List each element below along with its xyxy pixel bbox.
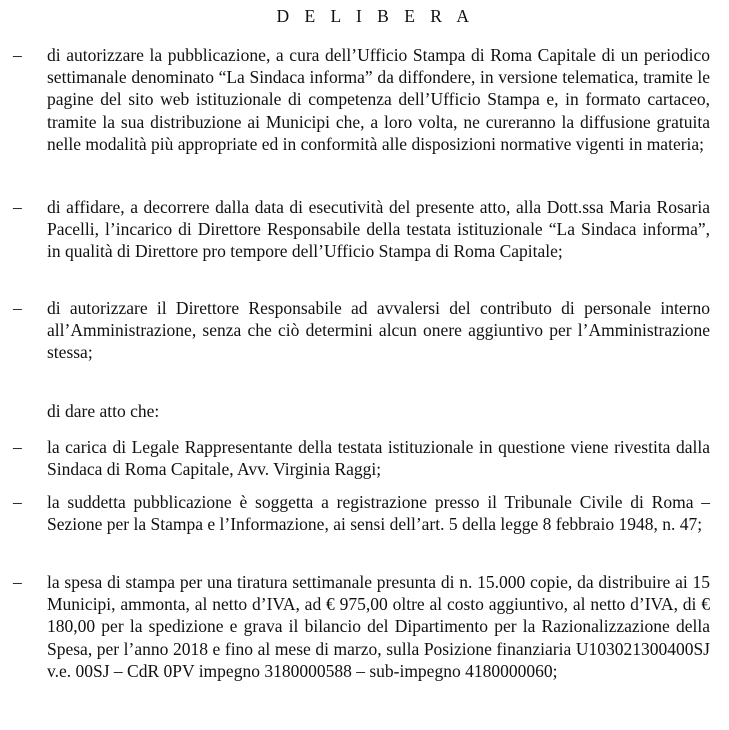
bullet-dash: – xyxy=(13,298,22,318)
list-item-text: la carica di Legale Rappresentante della testata istituzionale in questione viene rivestita dalla Sindaca di Roma Capitale, Avv. Virginia Raggi; xyxy=(47,437,710,480)
bullet-dash: – xyxy=(13,492,22,512)
list-item-text: di autorizzare la pubblicazione, a cura dell’Ufficio Stampa di Roma Capitale di un periodico settimanale denominato “La Sindaca informa” da diffondere, in versione telematica, tramite le pagine del sito web istituzionale di competenza dell’Ufficio Stampa e, in formato cartaceo, tramite la sua distribuzione ai Municipi che, a loro volta, ne cureranno la diffusione gratuita nelle modalità più appropriate ed in conformità alle disposizioni normative vigenti in materia; xyxy=(47,45,710,154)
bullet-dash: – xyxy=(13,197,22,217)
list-item-text: di affidare, a decorrere dalla data di esecutività del presente atto, alla Dott.ssa Maria Rosaria Pacelli, l’incarico di Direttore Responsabile della testata istituzionale “La Sindaca informa”, in qualità di Direttore pro tempore dell’Ufficio Stampa di Roma Capitale; xyxy=(47,197,710,262)
bullet-dash: – xyxy=(13,437,22,457)
page-title: D E L I B E R A xyxy=(276,6,475,26)
list-item-text: di autorizzare il Direttore Responsabile ad avvalersi del contributo di personale interno all’Amministrazione, senza che ciò determini alcun onere aggiuntivo per l’Amministrazione stessa; xyxy=(47,298,710,363)
bullet-dash: – xyxy=(13,45,22,65)
bullet-dash: – xyxy=(13,572,22,592)
section-intro: di dare atto che: xyxy=(47,401,160,421)
list-item-text: la spesa di stampa per una tiratura settimanale presunta di n. 15.000 copie, da distribuire ai 15 Municipi, ammonta, al netto d’IVA, ad € 975,00 oltre al costo aggiuntivo, al netto d’IVA, di € 180,00 per la spedizione e grava il bilancio del Dipartimento per la Razionalizzazione della Spesa, per l’anno 2018 e fino al mese di marzo, sulla Posizione finanziaria U103021300400SJ v.e. 00SJ – CdR 0PV impegno 3180000588 – sub-impegno 4180000060; xyxy=(47,572,710,681)
list-item-text: la suddetta pubblicazione è soggetta a registrazione presso il Tribunale Civile di Roma – Sezione per la Stampa e l’Informazione, ai sensi dell’art. 5 della legge 8 febbraio 1948, n. 47; xyxy=(47,492,710,535)
